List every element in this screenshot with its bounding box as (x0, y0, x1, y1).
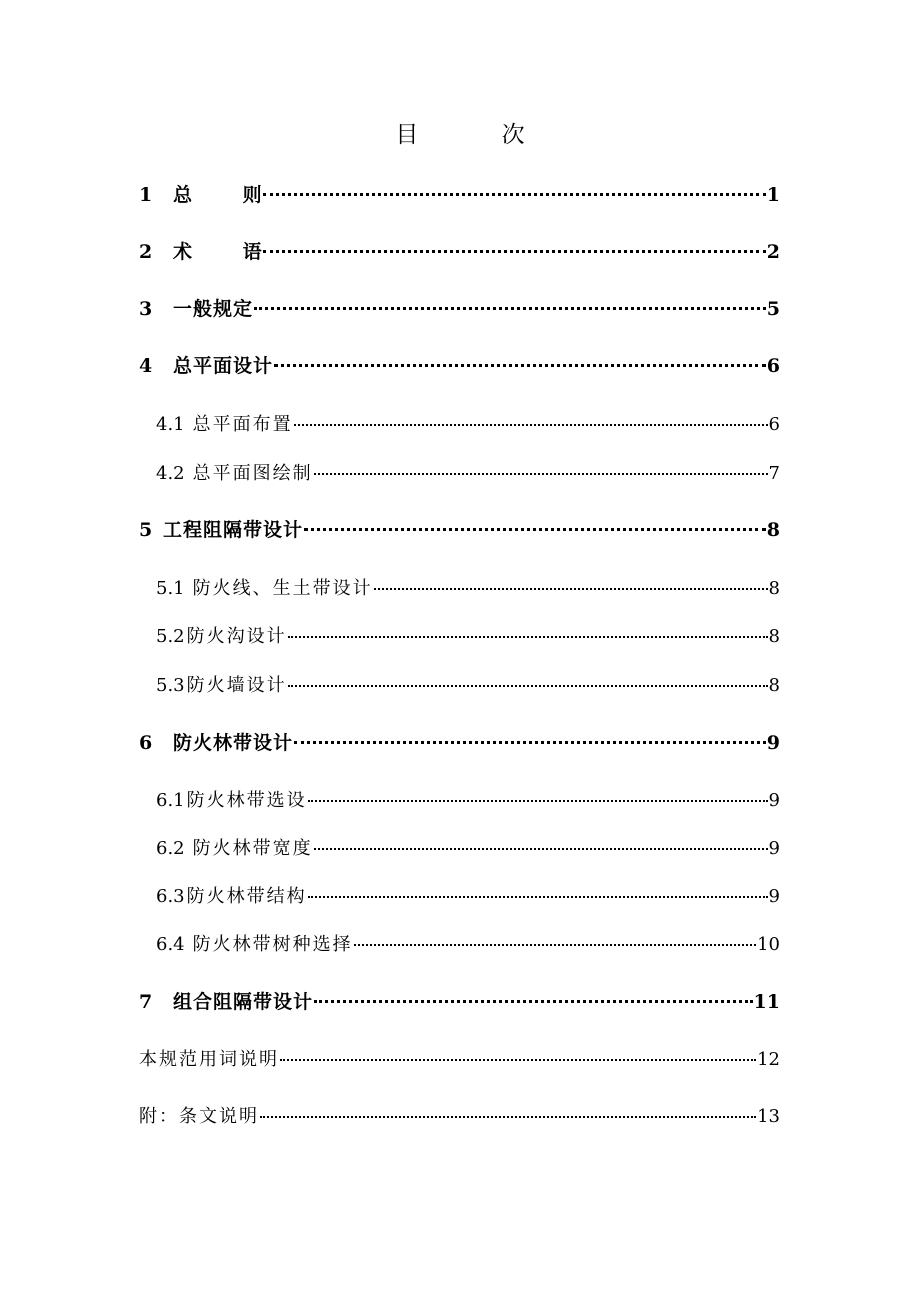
toc-entry-page: 9 (766, 732, 780, 754)
toc-entry-label: 总平面设计 (173, 355, 274, 377)
toc-entry-article-explanation[interactable] (139, 1102, 780, 1128)
toc-entry-4-1[interactable] (156, 410, 780, 436)
toc-entry-6-4[interactable] (156, 930, 780, 956)
toc-entry-page: 8 (768, 675, 780, 696)
toc-entry-page: 12 (757, 1049, 780, 1070)
dot-leader (288, 684, 768, 687)
toc-entry-page: 7 (768, 463, 780, 484)
toc-entry-label: 总平面图绘制 (192, 463, 313, 484)
toc-entry-page: 9 (768, 790, 780, 811)
toc-entry-page: 2 (766, 241, 780, 263)
toc-entry-page: 6 (766, 355, 780, 377)
dot-leader (314, 472, 768, 475)
dot-leader (314, 847, 768, 850)
toc-entry-number: 5.2 (156, 626, 185, 647)
toc-entry-5-2[interactable] (156, 622, 780, 648)
toc-entry-page: 9 (768, 838, 780, 859)
toc-entry-number: 6.1 (156, 790, 185, 811)
dot-leader (308, 895, 768, 898)
toc-entry-label: 防火墙设计 (186, 675, 287, 696)
toc-entry-2[interactable] (139, 237, 780, 264)
toc-entry-number: 4.2 (156, 463, 185, 484)
toc-entry-label: 防火林带结构 (186, 886, 307, 907)
toc-entry-number: 6.3 (156, 886, 185, 907)
dot-leader (288, 635, 768, 638)
toc-title: 目 次 (395, 122, 563, 148)
toc-entry-number: 3 (139, 298, 153, 320)
toc-entry-3[interactable] (139, 294, 780, 321)
toc-entry-page: 11 (753, 991, 780, 1013)
dot-leader (254, 306, 766, 310)
toc-entry-page: 13 (757, 1106, 780, 1127)
dot-leader (314, 999, 753, 1003)
toc-entry-6[interactable] (139, 728, 780, 755)
toc-entry-1[interactable] (139, 180, 780, 207)
toc-entry-label: 防火沟设计 (186, 626, 287, 647)
toc-entry-5-1[interactable] (156, 574, 780, 600)
toc-entry-5[interactable] (139, 515, 780, 542)
dot-leader (260, 1115, 756, 1118)
dot-leader (308, 799, 768, 802)
dot-leader (304, 527, 766, 531)
toc-entry-4[interactable] (139, 351, 780, 378)
dot-leader (274, 363, 766, 367)
toc-entry-5-3[interactable] (156, 671, 780, 697)
toc-entry-number: 2 (139, 241, 153, 263)
dot-leader (280, 1058, 756, 1061)
toc-entry-label: 术 语 (173, 241, 284, 263)
toc-entry-page: 9 (768, 886, 780, 907)
toc-entry-label: 工程阻隔带设计 (163, 519, 304, 541)
toc-entry-number: 5.1 (156, 578, 185, 599)
dot-leader (374, 587, 768, 590)
toc-entry-page: 10 (757, 934, 780, 955)
toc-entry-label: 本规范用词说明 (139, 1049, 279, 1070)
toc-entry-number: 5.3 (156, 675, 185, 696)
toc-entry-page: 8 (768, 626, 780, 647)
toc-entry-label: 组合阻隔带设计 (173, 991, 314, 1013)
toc-entry-wording-explanation[interactable] (139, 1045, 780, 1071)
toc-entry-label: 一般规定 (173, 298, 254, 320)
toc-entry-6-1[interactable] (156, 786, 780, 812)
toc-entry-6-3[interactable] (156, 882, 780, 908)
toc-entry-number: 6.4 (156, 934, 185, 955)
toc-entry-6-2[interactable] (156, 834, 780, 860)
dot-leader (263, 249, 766, 253)
toc-entry-number: 7 (139, 991, 153, 1013)
toc-entry-page: 8 (768, 578, 780, 599)
toc-entry-label: 防火线、生土带设计 (192, 578, 373, 599)
toc-entry-page: 8 (766, 519, 780, 541)
dot-leader (294, 740, 766, 744)
toc-entry-label: 防火林带设计 (173, 732, 294, 754)
toc-entry-number: 4 (139, 355, 153, 377)
toc-entry-7[interactable] (139, 987, 780, 1014)
toc-entry-label: 总 则 (173, 184, 284, 206)
toc-entry-page: 6 (768, 414, 780, 435)
toc-entry-label: 防火林带选设 (186, 790, 307, 811)
toc-entry-number: 5 (139, 519, 153, 541)
dot-leader (294, 423, 768, 426)
toc-entry-label: 总平面布置 (192, 414, 293, 435)
toc-entry-number: 6 (139, 732, 153, 754)
toc-entry-number: 1 (139, 184, 153, 206)
toc-entry-label: 防火林带树种选择 (192, 934, 353, 955)
toc-entry-number: 4.1 (156, 414, 185, 435)
toc-entry-label: 防火林带宽度 (192, 838, 313, 859)
dot-leader (263, 192, 766, 196)
toc-entry-page: 1 (766, 184, 780, 206)
toc-entry-4-2[interactable] (156, 459, 780, 485)
toc-entry-page: 5 (766, 298, 780, 320)
toc-entry-number: 6.2 (156, 838, 185, 859)
toc-entry-label: 附：条文说明 (139, 1106, 259, 1127)
dot-leader (354, 943, 756, 946)
